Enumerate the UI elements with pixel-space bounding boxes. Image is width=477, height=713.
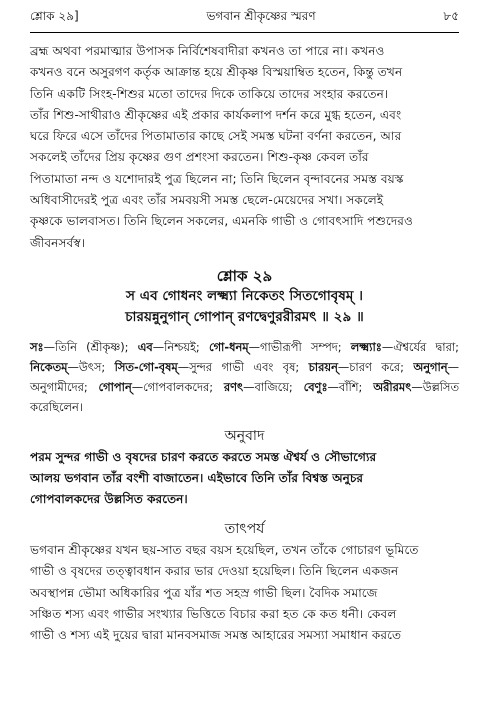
text-line: কখনও বনে অসুরগণ কর্তৃক আক্রান্ত হয়ে শ্রীকৃষ্ণ বিস্ময়াম্বিত হতেন, কিন্তু তখন [30,65,403,80]
text-line: পরম সুন্দর গাভী ও বৃষদের চারণ করতে করতে সমস্ত ঐশ্বর্য ও সৌভাগ্যের [30,449,377,464]
text-line: অধিবাসীদেরই পুত্র এবং তাঁর সমবয়সী সমস্ত ছেলে-মেয়েদের সখা। সকলেই [30,193,384,208]
synonym-meaning: গাভীরূপী সম্পদ; [259,339,351,354]
synonym-entry: বেণুঃ—বাঁশি; [303,379,374,394]
synonym-meaning: তিনি (শ্রীকৃষ্ণ); [55,339,138,354]
synonym-entry: গো-ধনম্—গাভীরূপী সম্পদ; [208,339,351,354]
synonym-entry: সঃ—তিনি (শ্রীকৃষ্ণ); [30,339,138,354]
synonym-entry: লক্ষ্ম্যাঃ—ঐশ্বর্যের দ্বারা; [350,339,459,354]
text-line: সঞ্চিত শস্য এবং গাভীর সংখ্যার ভিত্তিতে বিচার করা হত কে কত ধনী। কেবল [30,606,397,621]
text-line: কৃষ্ণকে ভালবাসত। তিনি ছিলেন সকলের, এমনকি গাভী ও গোবৎসাদি পশুদেরও [30,214,413,229]
synonym-term: অনুগান্ [413,359,448,374]
word-meanings [30,337,459,417]
verse-heading: শ্লোক ২৯ [216,266,273,285]
text-line: গাভী ও বৃষদের তত্ত্বাবধান করার ভার দেওয়া হয়েছিল। তিনি ছিলেন একজন [30,564,399,579]
purport-paragraph [30,540,459,646]
intro-paragraph [30,41,459,254]
text-line: সকলেই তাঁদের প্রিয় কৃষ্ণের গুণ প্রশংসা করতেন। শিশু-কৃষ্ণ কেবল তাঁর [30,150,369,165]
synonym-meaning: উল্লসিত করেছিলেন। [30,379,460,414]
synonym-meaning: বাজিয়ে; [254,379,304,394]
text-line: পিতামাতা নন্দ ও যশোদারই পুত্র ছিলেন না; তিনি ছিলেন বৃন্দাবনের সমস্ত বয়স্ক [30,171,404,186]
synonym-entry: রণৎ—বাজিয়ে; [223,379,304,394]
verse-line-1: স এব গোধনং লক্ষ্ম্যা নিকেতং সিতগোবৃষম্ । [126,287,363,304]
synonym-term: লক্ষ্ম্যাঃ [350,339,382,354]
synonym-meaning: অনুগামীদের; [30,379,99,394]
verse-reference: শ্লোক ২৯] [30,9,79,23]
synonym-term: অরীরমৎ [373,379,412,394]
synonym-entry: এব—নিশ্চয়ই; [137,339,209,354]
synonym-entry: নিকেতম্—উৎস; [30,359,115,374]
synonym-term: বেণুঃ [303,379,328,394]
synonym-term: গো-ধনম্ [208,339,249,354]
text-line: ব্রহ্ম অথবা পরমাত্মার উপাসক নির্বিশেষবাদীরা কখনও তা পারে না। কখনও [30,44,385,58]
synonym-term: রণৎ [223,379,244,394]
header-rule [30,32,459,33]
translation-heading: অনুবাদ [224,427,265,444]
synonym-term: সিত-গো-বৃষম্ [114,359,178,374]
text-line: ভগবান শ্রীকৃষ্ণের যখন ছয়-সাত বছর বয়স হয়েছিল, তখন তাঁকে গোচারণ ভূমিতে [30,542,419,557]
page-header [30,8,459,28]
text-line: আলয় ভগবান তাঁর বংশী বাজাতেন। এইভাবে তিনি তাঁর বিশ্বস্ত অনুচর [30,470,364,485]
text-line: অবস্থাপন্ন ভৌমা অধিকারির পুত্র যাঁর শত সহস্র গাভী ছিল। বৈদিক সমাজে [30,585,378,600]
text-line: জীবনসর্বস্ব। [30,235,86,250]
text-line: তিনি একটি সিংহ-শিশুর মতো তাদের দিকে তাকিয়ে তাদের সংহার করতেন। [30,86,389,101]
synonym-meaning: ঐশ্বর্যের দ্বারা; [393,339,459,354]
synonym-meaning: চারণ করে; [349,359,414,374]
synonym-entry: অনুগান্—অনুগামীদের; [30,359,459,394]
synonym-meaning: নিশ্চয়ই; [164,339,209,354]
synonym-entry: অরীরমৎ—উল্লসিত করেছিলেন। [30,379,460,414]
purport-heading: তাৎপর্য [224,520,265,537]
synonym-term: সঃ [30,339,44,354]
synonym-term: চারয়ন্ [308,359,338,374]
translation-paragraph [30,447,459,510]
text-line: ঘরে ফিরে এসে তাঁদের পিতামাতার কাছে সেই সমস্ত ঘটনা বর্ণনা করতেন, আর [30,129,402,144]
page-number: ৮৫ [443,9,459,23]
synonym-meaning: সুন্দর গাভী এবং বৃষ; [189,359,309,374]
text-line: গাভী ও শস্য এই দুয়ের দ্বারা মানবসমাজ সমস্ত আহারের সমস্যা সমাধান করতে [30,628,402,643]
running-title: ভগবান শ্রীকৃষ্ণের স্মরণ [206,9,316,23]
synonym-entry: সিত-গো-বৃষম্—সুন্দর গাভী এবং বৃষ; [114,359,309,374]
synonym-meaning: গোপবালকদের; [143,379,224,394]
synonym-term: গোপান্ [98,379,132,394]
synonym-meaning: উৎস; [78,359,115,374]
verse-line-2: চারয়ন্নুনুগান্ গোপান্ রণদ্বেণুররীরমৎ ॥ ২৯ ॥ [125,309,364,326]
text-line: গোপবালকদের উল্লসিত করতেন। [30,491,188,506]
synonym-entry: গোপান্—গোপবালকদের; [98,379,224,394]
synonym-term: এব [137,339,153,354]
synonym-meaning: বাঁশি; [338,379,374,394]
text-line: তাঁর শিশু-সাথীরাও শ্রীকৃষ্ণের এই প্রকার কার্যকলাপ দর্শন করে মুগ্ধ হতেন, এবং [30,107,402,122]
synonym-term: নিকেতম্ [30,359,68,374]
synonym-entry: চারয়ন্—চারণ করে; [308,359,414,374]
